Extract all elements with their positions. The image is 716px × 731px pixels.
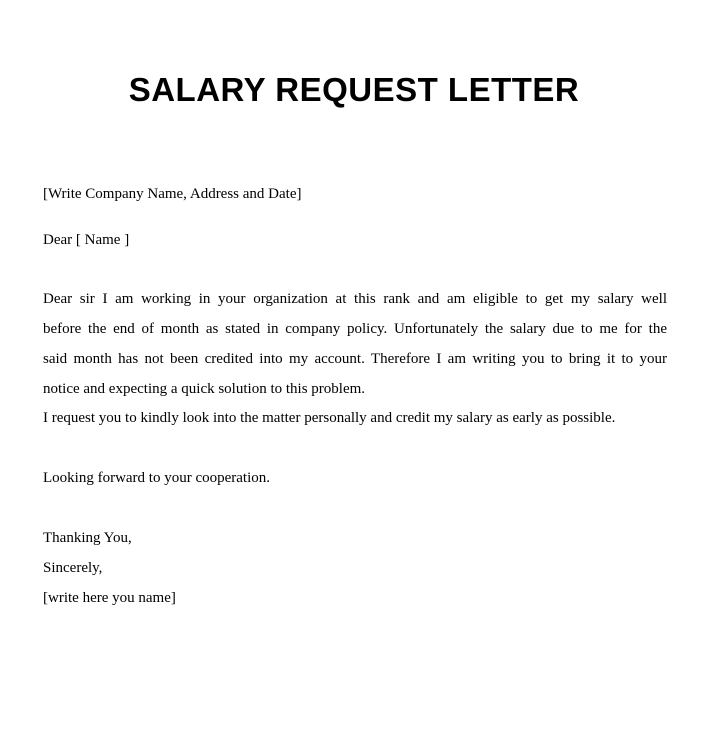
company-address-date-placeholder: [Write Company Name, Address and Date] [43,186,302,202]
thanks-line: Thanking You, [43,530,132,546]
body-line-2: before the end of month as stated in company policy. Unfortunately the salary due to me for the [43,321,667,337]
salutation: Dear [ Name ] [43,232,130,248]
valediction-line: Sincerely, [43,560,103,576]
closing-line: Looking forward to your cooperation. [43,470,271,486]
body-line-3: said month has not been credited into my account. Therefore I am writing you to bring it to your [43,351,667,367]
document-title: SALARY REQUEST LETTER [128,71,580,108]
body-line-4: notice and expecting a quick solution to this problem. [43,381,366,397]
body-line-1: Dear sir I am working in your organization at this rank and am eligible to get my salary well [43,291,667,307]
name-placeholder: [write here you name] [43,590,176,606]
body-line-5: I request you to kindly look into the matter personally and credit my salary as early as possible. [43,410,616,426]
